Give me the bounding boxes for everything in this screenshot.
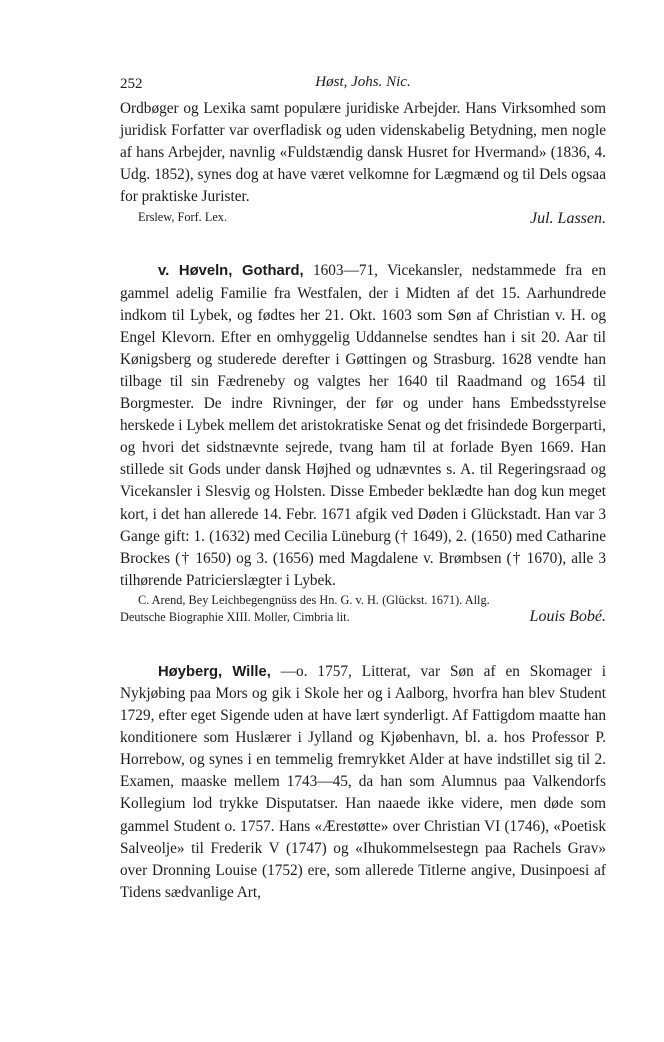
entry-headword: Høyberg, Wille, <box>158 663 271 680</box>
entry-hoeyberg <box>120 661 606 904</box>
entry-body: 1603—71, Vicekansler, nedstammede fra en gammel adelig Familie fra Westfalen, der i Midten af det 15. Aarhundrede indkom til Lybek, og fødtes her 21. Okt. 1603 som Søn af Christian v. H. og Engel Klevorn. Efter en omhyggelig Uddannelse sendtes han i sit 20. Aar til Kønigsberg og studerede derefter i Gøttingen og Strasburg. 1628 vendte han tilbage til sin Fædreneby og valgtes her 1640 til Raadmand og 1654 til Borgmester. De indre Rivninger, der før og under hans Embedsstyrelse herskede i Lybek mellem det aristokratiske Senat og det frisindede Borgerparti, og hvori det sidstnævnte sejrede, tvang ham til at forlade Byen 1669. Han stillede sit Gods under dansk Højhed og udnævntes s. A. til Regeringsraad og Vicekansler i Slesvig og Holsten. Disse Embeder beklædte han dog kun meget kort, i det han allerede 14. Febr. 1671 afgik ved Døden i Glückstadt. Han var 3 Gange gift: 1. (1632) med Cecilia Lüneburg († 1649), 2. (1650) med Catharine Brockes († 1650) og 3. (1656) med Magdalene v. Brømbsen († 1670), alle 3 tilhørende Patricierslægter i Lybek. <box>120 262 606 589</box>
entry-body: —o. 1757, Litterat, var Søn af en Skomager i Nykjøbing paa Mors og gik i Skole her og i Aalborg, hvorfra han blev Student 1729, efter eget Sigende uden at have lært synderligt. Af Fattigdom maatte han konditionere som Huslærer i Jylland og Kjøbenhavn, bl. a. hos Professor P. Horrebow, og synes i en temmelig fremrykket Alder at have indstillet sig til 2. Examen, maaske mellem 1743—45, da han som Alumnus paa Valkendorfs Kollegium lod trykke Disputatser. Han naaede ikke videre, men døde som gammel Student o. 1757. Hans «Ærestøtte» over Christian VI (1746), «Poetisk Salveolje» til Frederik V (1747) og «Ihukommelsestegn paa Rachels Grav» over Dronning Louise (1752) ere, som allerede Titlerne angive, Dusinpoesi af Tidens sædvanlige Art, <box>120 662 606 901</box>
page-header <box>120 72 606 96</box>
entry-author: Louis Bobé. <box>529 607 606 625</box>
entry-text <box>120 661 606 904</box>
entry-text: Ordbøger og Lexika samt populære juridiske Arbejder. Hans Virksomhed som juridisk Forfatter var overfladisk og uden videnskabelig Betydning, men nogle af hans Arbejder, navnlig «Fuldstændig dansk Husret for Hvermand» (1836, 4. Udg. 1852), synes dog at have været velkomne for Lægmænd og til Dels ogsaa for praktiske Jurister. <box>120 100 606 206</box>
running-head: Høst, Johs. Nic. <box>315 74 411 90</box>
book-page <box>120 72 606 904</box>
entry-sources: Erslew, Forf. Lex. <box>138 210 228 225</box>
entry-continuation <box>120 98 606 232</box>
page-number: 252 <box>120 76 143 92</box>
entry-author: Jul. Lassen. <box>530 210 606 228</box>
entry-sources-cont: Deutsche Biographie XIII. Moller, Cimbria lit. <box>120 609 350 624</box>
entry-footer <box>120 208 606 232</box>
entry-text <box>120 260 606 591</box>
entry-hoeveln <box>120 260 606 626</box>
entry-headword: v. Høveln, Gothard, <box>158 263 304 280</box>
entry-footer <box>120 609 606 627</box>
entry-sources: C. Arend, Bey Leichbegengnüss des Hn. G. v. H. (Glückst. 1671). Allg. <box>138 592 490 607</box>
